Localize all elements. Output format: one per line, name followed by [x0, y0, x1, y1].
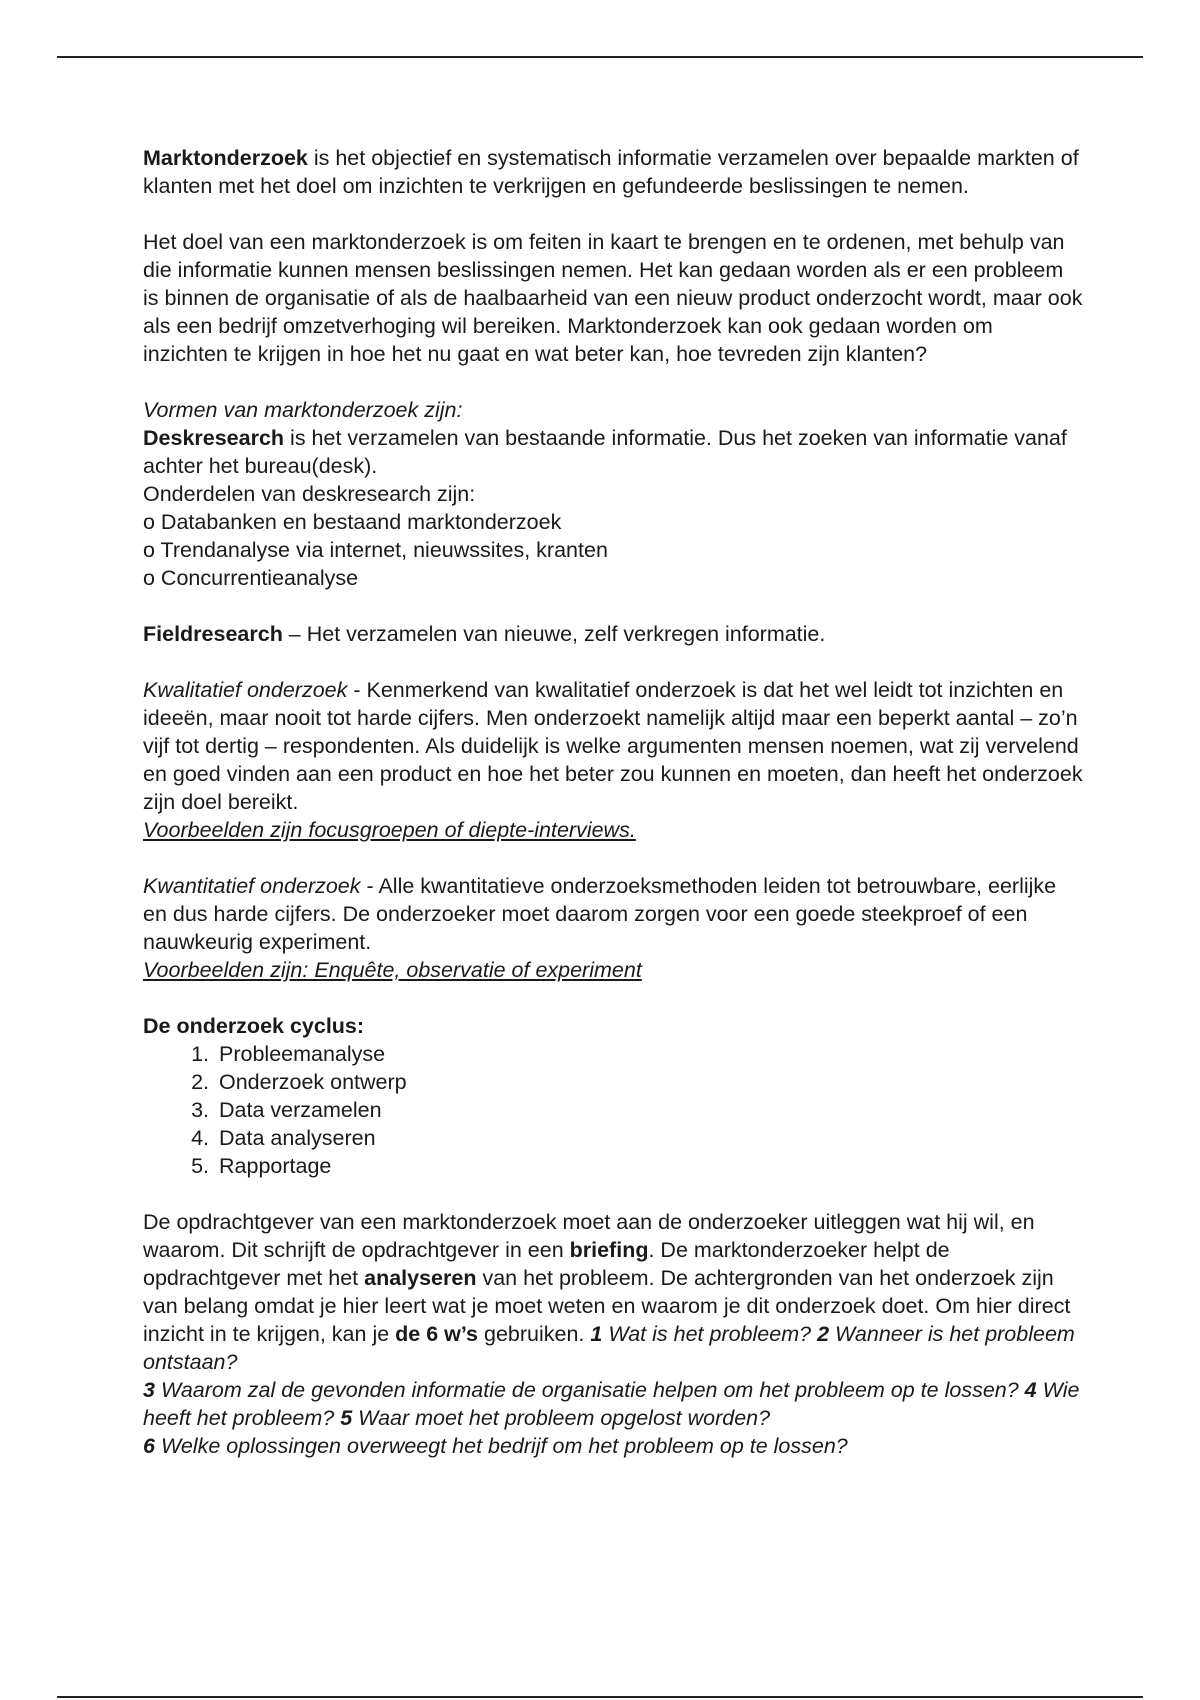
- question-number: 1: [590, 1322, 603, 1346]
- qualitative-paragraph: [143, 676, 1083, 816]
- list-item: o Trendanalyse via internet, nieuwssites, kranten: [143, 538, 608, 562]
- question-number: 5: [340, 1406, 353, 1430]
- list-item: 2. Onderzoek ontwerp: [215, 1068, 1083, 1096]
- field-paragraph: [143, 620, 1083, 648]
- question-number: 4: [1024, 1378, 1037, 1402]
- briefing-text: De opdrachtgever van een marktonderzoek moet aan de onderzoeker uitleggen wat hij wil, en waarom. Dit schrijft de opdrachtgever in een: [143, 1210, 1035, 1262]
- quantitative-text: - Alle kwantitatieve onderzoeksmethoden leiden tot betrouwbare, eerlijke en dus harde cijfers. De onderzoeker moet daarom zorgen voor een goede steekproef of een nauwkeurig experiment.: [143, 874, 1057, 954]
- purpose-paragraph: Het doel van een marktonderzoek is om feiten in kaart te brengen en te ordenen, met behulp van die informatie kunnen mensen beslissingen nemen. Het kan gedaan worden als er een probleem is binnen de organisatie of als de haalbaarheid van een nieuw product onderzocht wordt, maar ook als een bedrijf omzetverhoging wil bereiken. Marktonderzoek kan ook gedaan worden om inzichten te krijgen in hoe het nu gaat en wat beter kan, hoe tevreden zijn klanten?: [143, 230, 1083, 366]
- list-item: 4. Data analyseren: [215, 1124, 1083, 1152]
- intro-paragraph: [143, 144, 1083, 200]
- question-text: Waar moet het probleem opgelost worden?: [352, 1406, 771, 1430]
- question-text: Wat is het probleem?: [602, 1322, 818, 1346]
- briefing-text: gebruiken.: [478, 1322, 591, 1346]
- question-text: Waarom zal de gevonden informatie de organisatie helpen om het probleem op te lossen?: [154, 1378, 1025, 1402]
- forms-heading: Vormen van marktonderzoek zijn:: [143, 398, 463, 422]
- document-body: [143, 144, 1083, 1460]
- question-3: [143, 1378, 1025, 1402]
- quantitative-examples: Voorbeelden zijn: Enquête, observatie of experiment: [143, 958, 642, 982]
- list-item: 5. Rapportage: [215, 1152, 1083, 1180]
- intro-term: Marktonderzoek: [143, 146, 308, 170]
- six-ws-term: de 6 w’s: [395, 1322, 479, 1346]
- question-text: Wie heeft het probleem?: [143, 1378, 1080, 1430]
- briefing-paragraph: [143, 1208, 1083, 1460]
- desk-parts-label: Onderdelen van deskresearch zijn:: [143, 482, 476, 506]
- question-5: [340, 1406, 770, 1430]
- cycle-heading: De onderzoek cyclus:: [143, 1014, 365, 1038]
- list-item: o Concurrentieanalyse: [143, 566, 359, 590]
- quantitative-paragraph: [143, 872, 1083, 956]
- list-item: o Databanken en bestaand marktonderzoek: [143, 510, 562, 534]
- question-6: [143, 1434, 848, 1458]
- question-number: 3: [143, 1378, 155, 1402]
- question-text: Welke oplossingen overweegt het bedrijf om het probleem op te lossen?: [154, 1434, 848, 1458]
- briefing-term: briefing: [569, 1238, 649, 1262]
- question-number: 2: [817, 1322, 830, 1346]
- briefing-text: van het probleem. De achtergronden van het onderzoek zijn van belang omdat je hier leert wat je moet weten en waarom je dit onderzoek doet. Om hier direct inzicht in te krijgen, kan je: [143, 1266, 1071, 1346]
- desk-parts-list: [143, 508, 1083, 592]
- question-number: 6: [143, 1434, 155, 1458]
- field-term: Fieldresearch: [143, 622, 283, 646]
- qualitative-examples: Voorbeelden zijn focusgroepen of diepte-interviews.: [143, 818, 636, 842]
- list-item: 1. Probleemanalyse: [215, 1040, 1083, 1068]
- top-rule: [57, 56, 1143, 58]
- desk-paragraph: [143, 424, 1083, 480]
- qualitative-text: - Kenmerkend van kwalitatief onderzoek is dat het wel leidt tot inzichten en ideeën, maar nooit tot harde cijfers. Men onderzoekt namelijk altijd maar een beperkt aantal – zo’n vijf tot dertig – respondenten. Als duidelijk is welke argumenten mensen noemen, wat zij vervelend en goed vinden aan een product en hoe het beter zou kunnen en moeten, dan heeft het onderzoek zijn doel bereikt.: [143, 678, 1083, 814]
- cycle-steps-list: [143, 1040, 1083, 1180]
- quantitative-term: Kwantitatief onderzoek: [143, 874, 361, 898]
- list-item: 3. Data verzamelen: [215, 1096, 1083, 1124]
- question-1: [590, 1322, 817, 1346]
- question-text: Wanneer is het probleem ontstaan?: [143, 1322, 1075, 1374]
- intro-text: is het objectief en systematisch informatie verzamelen over bepaalde markten of klanten met het doel om inzichten te verkrijgen en gefundeerde beslissingen te nemen.: [143, 146, 1079, 198]
- desk-text: is het verzamelen van bestaande informatie. Dus het zoeken van informatie vanaf achter het bureau(desk).: [143, 426, 1067, 478]
- analyseren-term: analyseren: [364, 1266, 477, 1290]
- briefing-text: . De marktonderzoeker helpt de opdrachtgever met het: [143, 1238, 950, 1290]
- field-text: – Het verzamelen van nieuwe, zelf verkregen informatie.: [282, 622, 826, 646]
- qualitative-term: Kwalitatief onderzoek: [143, 678, 348, 702]
- bottom-rule: [57, 1696, 1143, 1698]
- desk-term: Deskresearch: [143, 426, 285, 450]
